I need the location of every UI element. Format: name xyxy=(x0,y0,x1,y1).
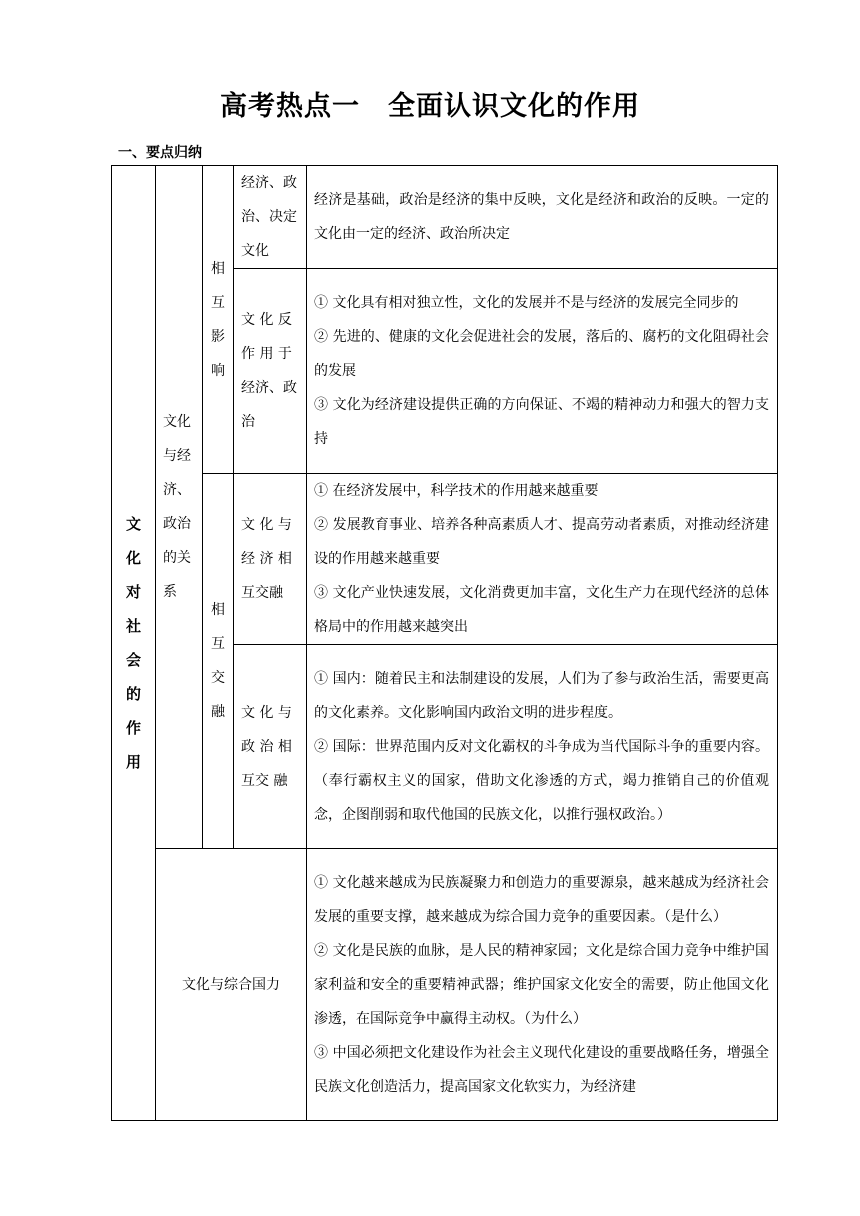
content-paragraph: ② 发展教育事业、培养各种高素质人才、提高劳动者素质，对推动经济建设的作用越来越重要 xyxy=(314,517,769,567)
summary-table xyxy=(111,165,778,1121)
subtopic-cell: 经济、政治、决定文化 xyxy=(234,166,307,269)
content-paragraph: ③ 中国必须把文化建设作为社会主义现代化建设的重要战略任务，增强全民族文化创造活力，提高国家文化软实力，为经济建 xyxy=(314,1044,769,1095)
mutual-blend-cell xyxy=(203,474,234,849)
content-cell xyxy=(307,269,778,474)
content-paragraph: ② 国际：世界范围内反对文化霸权的斗争成为当代国际斗争的重要内容。（奉行霸权主义的国家，借助文化渗透的方式，竭力推销自己的价值观念，企图削弱和取代他国的民族文化，以推行强权政治。） xyxy=(314,738,769,823)
main-category-char: 对 xyxy=(125,583,141,601)
main-category-char: 社 xyxy=(125,617,141,635)
mutual-influence-char: 响 xyxy=(211,362,225,379)
content-paragraph: ③ 文化为经济建设提供正确的方向保证、不竭的精神动力和强大的智力支持 xyxy=(314,397,769,447)
table-row xyxy=(112,166,778,269)
mutual-influence-char: 相 xyxy=(211,260,225,277)
national-power-label-cell: 文化与综合国力 xyxy=(156,849,307,1121)
main-category-char: 化 xyxy=(125,549,141,567)
mutual-blend-char: 相 xyxy=(211,602,225,618)
mutual-blend-char: 交 xyxy=(211,670,225,686)
content-cell xyxy=(307,849,778,1121)
content-paragraph: 经济是基础，政治是经济的集中反映，文化是经济和政治的反映。一定的文化由一定的经济、政治所决定 xyxy=(314,192,769,242)
mutual-influence-char: 互 xyxy=(211,294,225,311)
mutual-blend-char: 互 xyxy=(211,636,225,652)
content-cell xyxy=(307,474,778,645)
main-category-char: 用 xyxy=(125,753,141,771)
subtopic-cell: 文 化 与 经 济 相 互交融 xyxy=(234,474,307,645)
table-row xyxy=(112,474,778,645)
content-paragraph: ① 国内：随着民主和法制建设的发展，人们为了参与政治生活，需要更高的文化素养。文化影响国内政治文明的进步程度。 xyxy=(314,670,769,721)
subtopic-cell: 文 化 与 政 治 相 互交 融 xyxy=(234,645,307,849)
mutual-influence-cell xyxy=(203,166,234,474)
mutual-influence-char: 影 xyxy=(211,328,225,345)
table-row xyxy=(112,849,778,1121)
main-category-char: 作 xyxy=(125,719,141,737)
content-paragraph: ① 文化具有相对独立性，文化的发展并不是与经济的发展完全同步的 xyxy=(314,295,739,311)
section-heading: 一、要点归纳 xyxy=(118,145,202,161)
subtopic-cell: 文 化 反 作 用 于 经济、政治 xyxy=(234,269,307,474)
content-paragraph: ③ 文化产业快速发展，文化消费更加丰富，文化生产力在现代经济的总体格局中的作用越来越突出 xyxy=(314,585,769,635)
main-category-char: 文 xyxy=(125,515,141,533)
content-paragraph: ① 在经济发展中，科学技术的作用越来越重要 xyxy=(314,483,599,499)
content-cell xyxy=(307,166,778,269)
relation-group-cell: 文化与经济、政治的关系 xyxy=(156,166,203,849)
main-category-char: 的 xyxy=(125,685,141,703)
content-paragraph: ② 文化是民族的血脉，是人民的精神家园；文化是综合国力竞争中维护国家利益和安全的重要精神武器；维护国家文化安全的需要，防止他国文化渗透，在国际竞争中赢得主动权。（为什么） xyxy=(314,942,769,1027)
content-cell xyxy=(307,645,778,849)
main-category-char: 会 xyxy=(125,651,141,669)
content-paragraph: ② 先进的、健康的文化会促进社会的发展，落后的、腐朽的文化阻碍社会的发展 xyxy=(314,329,769,379)
content-paragraph: ① 文化越来越成为民族凝聚力和创造力的重要源泉，越来越成为经济社会发展的重要支撑，越来越成为综合国力竞争的重要因素。（是什么） xyxy=(314,874,769,925)
main-category-cell xyxy=(112,166,156,1121)
page-title: 高考热点一 全面认识文化的作用 xyxy=(220,91,640,122)
mutual-blend-char: 融 xyxy=(211,704,225,720)
